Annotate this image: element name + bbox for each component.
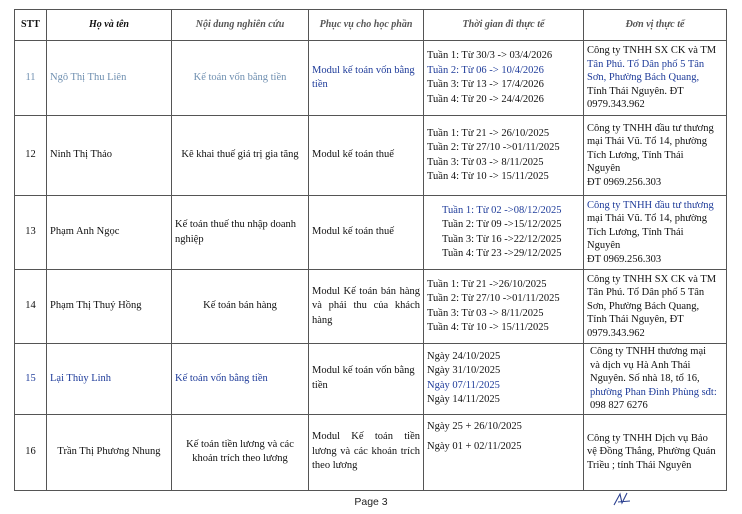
- unit-line: Triều ; tỉnh Thái Nguyên: [587, 459, 692, 471]
- course-cell: Modul Kế toán tiền lương và các khoản trích theo lương: [309, 414, 424, 490]
- course-text: Modul kế toán vốn bằng tiền: [312, 64, 415, 90]
- page-number: Page 3: [354, 496, 388, 508]
- time-line: Tuần 2: Từ 27/10 ->01/11/2025: [427, 142, 560, 153]
- time-cell: [424, 270, 584, 344]
- unit-cell: [584, 344, 727, 415]
- table-row: [15, 344, 727, 415]
- time-cell: [424, 41, 584, 116]
- name-cell: Phạm Thị Thuý Hồng: [47, 270, 172, 344]
- unit-line: Sơn, Phường Bách Quang,: [587, 72, 700, 84]
- unit-line: Tân Phú. Tổ Dân phố 5 Tân: [587, 287, 705, 299]
- unit-cell: [584, 414, 727, 490]
- header-stt: STT: [15, 10, 47, 41]
- header-unit: Đơn vị thực tế: [584, 10, 727, 41]
- header-name: Họ và tên: [47, 10, 172, 41]
- time-line: Ngày 31/10/2025: [427, 365, 501, 377]
- course-cell: [309, 344, 424, 415]
- unit-line: ĐT 0969.256.303: [587, 176, 662, 188]
- name-cell: Phạm Anh Ngọc: [47, 196, 172, 270]
- time-line: Tuần 3: Từ 03 -> 8/11/2025: [427, 156, 544, 168]
- time-cell: [424, 196, 584, 270]
- unit-line: Nguyên: [587, 163, 621, 175]
- name-cell: Trần Thị Phương Nhung: [47, 414, 172, 490]
- time-line: Tuần 4: Từ 10 -> 15/11/2025: [427, 322, 549, 333]
- unit-cell: [584, 41, 727, 116]
- time-line: Tuần 1: Từ 21 ->26/10/2025: [427, 278, 547, 290]
- unit-line: phường Phan Đình Phùng sđt:: [590, 386, 717, 398]
- name-cell: Ngô Thị Thu Liên: [47, 41, 172, 116]
- content-cell: Kế toán vốn bằng tiền: [172, 41, 309, 116]
- course-cell: Modul kế toán thuế: [309, 196, 424, 270]
- unit-line: Nguyên: [587, 240, 621, 252]
- unit-cell: [584, 116, 727, 196]
- name-cell: Lại Thùy Linh: [47, 344, 172, 415]
- unit-line: Công ty TNHH thương mại: [590, 346, 707, 357]
- unit-line: Công ty TNHH đầu tư thương: [587, 199, 714, 211]
- table-row: [15, 116, 727, 196]
- stt-cell: 11: [15, 41, 47, 116]
- table-row: [15, 41, 727, 116]
- unit-line: mại Thái Vũ. Tổ 14, phường: [587, 136, 708, 148]
- course-text: Modul kế toán vốn bằng tiền: [312, 365, 415, 391]
- unit-line: 098 827 6276: [590, 400, 648, 411]
- unit-line: Tỉnh Thái Nguyên, ĐT: [587, 314, 684, 326]
- course-cell: [309, 41, 424, 116]
- header-content: Nội dung nghiên cứu: [172, 10, 309, 41]
- content-cell: Kê khai thuế giá trị gia tăng: [172, 116, 309, 196]
- table-row: [15, 414, 727, 490]
- unit-line: Tỉnh Thái Nguyên. ĐT: [587, 85, 684, 97]
- time-line: Tuần 1: Từ 30/3 -> 03/4/2026: [427, 50, 553, 61]
- time-line: Tuần 2: Từ 06 -> 10/4/2026: [427, 64, 544, 76]
- content-cell: Kế toán tiền lương và các khoản trích theo lương: [172, 414, 309, 490]
- time-line: Tuần 3: Từ 16 ->22/12/2025: [442, 233, 562, 245]
- unit-line: vệ Đồng Thắng, Phường Quán: [587, 446, 716, 458]
- unit-line: Công ty TNHH Dịch vụ Bảo: [587, 432, 708, 444]
- unit-line: 0979.343.962: [587, 99, 645, 111]
- table-row: [15, 196, 727, 270]
- time-line: Tuần 1: Từ 21 -> 26/10/2025: [427, 127, 550, 139]
- course-cell: Modul kế toán thuế: [309, 116, 424, 196]
- time-cell: [424, 344, 584, 415]
- time-line: Ngày 01 + 02/11/2025: [427, 441, 522, 452]
- content-cell: Kế toán vốn bằng tiền: [172, 344, 309, 415]
- signature-mark: [612, 490, 636, 508]
- time-cell: [424, 116, 584, 196]
- unit-line: mại Thái Vũ. Tổ 14, phường: [587, 213, 708, 225]
- header-time: Thời gian đi thực tế: [424, 10, 584, 41]
- time-cell: [424, 414, 584, 490]
- time-line: Ngày 07/11/2025: [427, 379, 500, 391]
- time-line: Tuần 3: Từ 13 -> 17/4/2026: [427, 79, 544, 90]
- unit-line: ĐT 0969.256.303: [587, 253, 662, 265]
- header-course: Phục vụ cho học phần: [309, 10, 424, 41]
- unit-line: Tân Phú. Tổ Dân phố 5 Tân: [587, 58, 705, 70]
- time-line: Tuần 4: Từ 10 -> 15/11/2025: [427, 171, 549, 182]
- time-line: Tuần 2: Từ 09 ->15/12/2025: [442, 219, 562, 230]
- intern-table: [14, 9, 727, 491]
- unit-line: Nguyên. Số nhà 18, tổ 16,: [590, 373, 700, 384]
- stt-cell: 16: [15, 414, 47, 490]
- stt-cell: 12: [15, 116, 47, 196]
- unit-line: Công ty TNHH đầu tư thương: [587, 122, 714, 134]
- unit-cell: [584, 196, 727, 270]
- name-cell: Ninh Thị Thảo: [47, 116, 172, 196]
- time-line: Ngày 25 + 26/10/2025: [427, 420, 522, 432]
- unit-cell: [584, 270, 727, 344]
- stt-cell: 14: [15, 270, 47, 344]
- time-line: Tuần 4: Từ 23 ->29/12/2025: [442, 248, 562, 259]
- time-line: Tuần 4: Từ 20 -> 24/4/2026: [427, 93, 544, 105]
- content-cell: Kế toán thuế thu nhập doanh nghiệp: [172, 196, 309, 270]
- header-row: [15, 10, 727, 41]
- stt-cell: 13: [15, 196, 47, 270]
- time-line: Tuần 3: Từ 03 -> 8/11/2025: [427, 307, 544, 319]
- unit-line: 0979.343.962: [587, 327, 645, 339]
- content-cell: Kế toán bán hàng: [172, 270, 309, 344]
- unit-line: Tích Lương, Tỉnh Thái: [587, 149, 684, 161]
- course-cell: Modul Kế toán bán hàng và phải thu của khách hàng: [309, 270, 424, 344]
- unit-line: và dịch vụ Hà Anh Thái: [590, 359, 691, 371]
- unit-line: Công ty TNHH SX CK và TM: [587, 273, 717, 285]
- time-line: Tuần 1: Từ 02 ->08/12/2025: [442, 204, 562, 216]
- time-line: Ngày 14/11/2025: [427, 394, 500, 406]
- unit-line: Sơn, Phường Bách Quang,: [587, 300, 700, 312]
- unit-line: Tích Lương, Tỉnh Thái: [587, 226, 684, 238]
- stt-cell: 15: [15, 344, 47, 415]
- time-line: Ngày 24/10/2025: [427, 350, 501, 362]
- time-line: Tuần 2: Từ 27/10 ->01/11/2025: [427, 293, 560, 304]
- unit-line: Công ty TNHH SX CK và TM: [587, 45, 717, 57]
- table-row: [15, 270, 727, 344]
